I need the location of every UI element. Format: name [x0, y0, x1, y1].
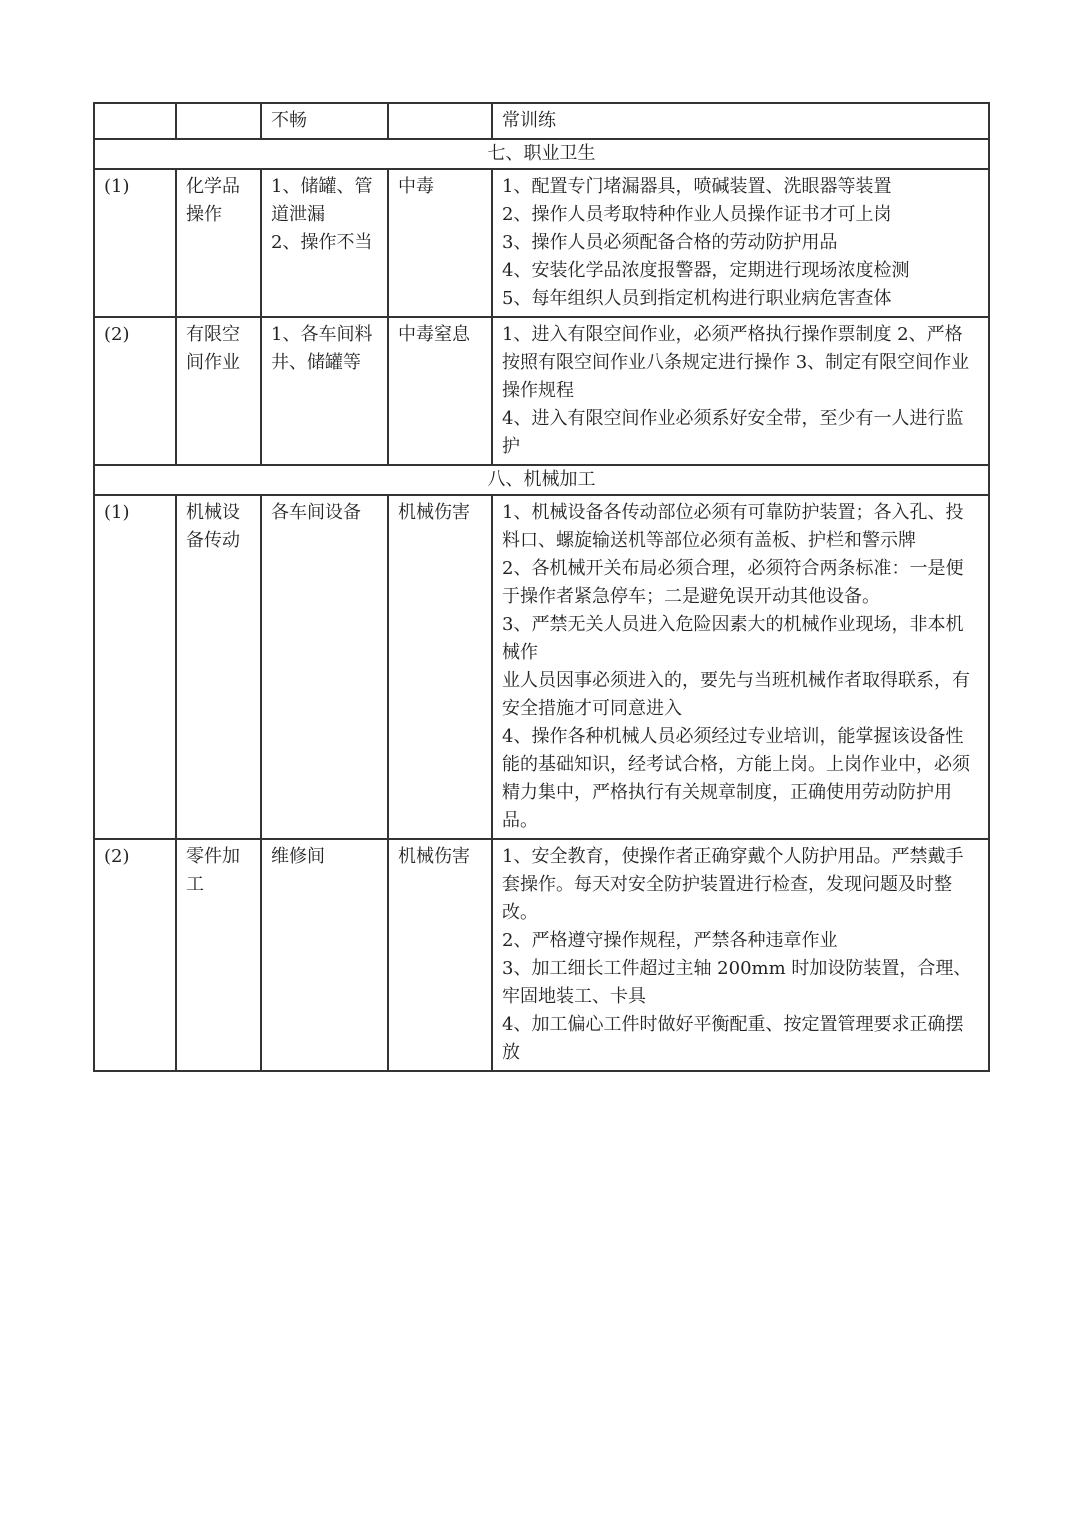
item-cell: 零件加工 — [176, 839, 261, 1071]
cause-cell — [261, 317, 388, 465]
item-cell: 有限空间作业 — [176, 317, 261, 465]
cause-line: 2、操作不当 — [271, 232, 373, 253]
cause-cell — [261, 839, 388, 1071]
hazard-cell — [388, 103, 492, 139]
table-row — [94, 495, 989, 839]
measure-line: 5、每年组织人员到指定机构进行职业病危害查体 — [502, 288, 892, 309]
cause-line: 1、各车间料井、储罐等 — [271, 324, 373, 373]
measure-line: 4、加工偏心工件时做好平衡配重、按定置管理要求正确摆放 — [502, 1014, 964, 1063]
cause-cell — [261, 169, 388, 317]
measure-line: 3、严禁无关人员进入危险因素大的机械作业现场，非本机械作 — [502, 614, 964, 663]
measures-cell — [492, 839, 989, 1071]
hazard-cell: 机械伤害 — [388, 495, 492, 839]
table-row — [94, 317, 989, 465]
measures-cell — [492, 169, 989, 317]
section-header-row — [94, 465, 989, 495]
measure-line: 1、配置专门堵漏器具，喷碱装置、洗眼器等装置 — [502, 176, 892, 197]
cause-line: 1、储罐、管道泄漏 — [271, 176, 373, 225]
item-cell: 化学品操作 — [176, 169, 261, 317]
measure-line: 4、安装化学品浓度报警器，定期进行现场浓度检测 — [502, 260, 910, 281]
hazard-cell: 机械伤害 — [388, 839, 492, 1071]
continuation-row — [94, 103, 989, 139]
section-title: 七、职业卫生 — [94, 139, 989, 169]
measure-line: 3、加工细长工件超过主轴 200mm 时加设防装置，合理、牢固地装工、卡具 — [502, 958, 972, 1007]
measures-cell: 常训练 — [492, 103, 989, 139]
measure-line: 2、操作人员考取特种作业人员操作证书才可上岗 — [502, 204, 892, 225]
measure-line: 1、安全教育，使操作者正确穿戴个人防护用品。严禁戴手套操作。每天对安全防护装置进行检查，发现问题及时整改。 — [502, 846, 964, 923]
measure-line: 业人员因事必须进入的，要先与当班机械作者取得联系，有安全措施才可同意进入 — [502, 670, 970, 719]
table-row — [94, 839, 989, 1071]
no-cell: (2) — [94, 839, 176, 1071]
no-cell: (1) — [94, 169, 176, 317]
no-cell: (1) — [94, 495, 176, 839]
measure-line: 2、严格遵守操作规程，严禁各种违章作业 — [502, 930, 838, 951]
cause-cell — [261, 495, 388, 839]
section-header-row — [94, 139, 989, 169]
measure-line: 1、进入有限空间作业，必须严格执行操作票制度 2、严格按照有限空间作业八条规定进行操作 3、制定有限空间作业操作规程 — [502, 324, 970, 401]
no-cell: (2) — [94, 317, 176, 465]
no-cell — [94, 103, 176, 139]
table-row — [94, 169, 989, 317]
item-cell: 机械设备传动 — [176, 495, 261, 839]
hazard-cell: 中毒 — [388, 169, 492, 317]
hazard-table — [93, 102, 990, 1072]
section-title: 八、机械加工 — [94, 465, 989, 495]
measure-line: 4、操作各种机械人员必须经过专业培训，能掌握该设备性能的基础知识，经考试合格，方能上岗。上岗作业中，必须精力集中，严格执行有关规章制度，正确使用劳动防护用品。 — [502, 726, 970, 831]
cause-line: 各车间设备 — [271, 502, 361, 523]
measures-cell — [492, 317, 989, 465]
cause-line: 维修间 — [271, 846, 325, 867]
hazard-cell: 中毒窒息 — [388, 317, 492, 465]
item-cell — [176, 103, 261, 139]
cause-cell: 不畅 — [261, 103, 388, 139]
measure-line: 2、各机械开关布局必须合理，必须符合两条标准：一是便于操作者紧急停车；二是避免误开动其他设备。 — [502, 558, 964, 607]
measure-line: 1、机械设备各传动部位必须有可靠防护装置；各入孔、投料口、螺旋输送机等部位必须有盖板、护栏和警示牌 — [502, 502, 964, 551]
measure-line: 3、操作人员必须配备合格的劳动防护用品 — [502, 232, 838, 253]
measure-line: 4、进入有限空间作业必须系好安全带，至少有一人进行监护 — [502, 408, 964, 457]
measures-cell — [492, 495, 989, 839]
